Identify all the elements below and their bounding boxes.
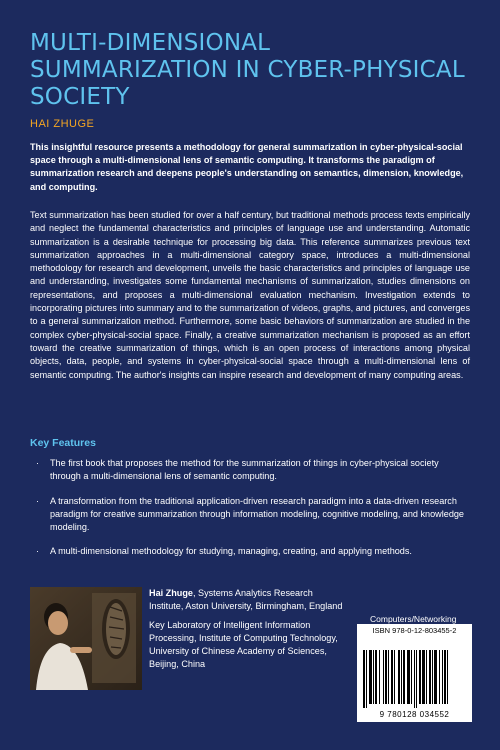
barcode-bar (414, 650, 415, 708)
bio-name: Hai Zhuge (149, 588, 193, 598)
key-features-list (30, 457, 470, 570)
barcode-bar (407, 650, 410, 704)
key-features-heading: Key Features (30, 437, 96, 449)
barcode-bar (422, 650, 425, 704)
barcode-bar (416, 650, 417, 708)
barcode-bar (447, 650, 448, 704)
barcode-panel (357, 624, 472, 722)
barcode-bar (366, 650, 367, 708)
barcode-number: 9 780128 034552 (379, 710, 450, 719)
book-title: MULTI-DIMENSIONAL SUMMARIZATION IN CYBER-PHYSICAL SOCIETY (30, 30, 465, 110)
bio-affiliation-2: Key Laboratory of Intelligent Information Processing, Institute of Computing Technology, University of Chinese Academy of Sciences, Beijing, China (149, 620, 338, 670)
key-feature-item (30, 545, 470, 558)
barcode-bar (444, 650, 446, 704)
key-feature-text: A transformation from the traditional application-driven research paradigm into a data-driven research paradigm for creative summarization through information modeling, cognitive modeling, and knowledge modeling. (50, 495, 464, 533)
barcode-bar (363, 650, 365, 708)
barcode-bar (383, 650, 384, 704)
key-feature-text: The first book that proposes the method for the summarization of things in cyber-physical society through a multi-dimensional lens of semantic computing. (50, 458, 439, 482)
author-bio (149, 587, 344, 678)
isbn-label: ISBN 978-0-12-803455-2 (372, 626, 457, 635)
barcode-bar (426, 650, 427, 704)
barcode-bar (419, 650, 421, 704)
barcode-bar (373, 650, 374, 704)
barcode-icon (363, 650, 466, 708)
author-name: HAI ZHUGE (30, 118, 95, 130)
bio-affiliation-1 (149, 587, 344, 613)
bullet-icon: · (36, 495, 40, 506)
lead-paragraph: This insightful resource presents a methodology for general summarization in cyber-physical-social space through a multi-dimensional lens of semantic computing. It transforms the paradigm of summarization research and deepens people's understanding on semantics, dimension, knowledge, and computing. (30, 142, 464, 192)
description-paragraph: Text summarization has been studied for over a half century, but traditional methods process texts empirically and neglect the fundamental characteristics and principles of language use and understanding. Automatic summarization is a desirable technique for processing big data. This reference summarizes previous text summarization approaches in a multi-dimensional category space, introduces a multi-dimensional methodology for research and development, unveils the basic characteristics and principles of language use and understanding, investigates some fundamental mechanisms of summarization, studies dimensions on representations, and proposes a multi-dimensional evaluation mechanism. Investigation extends to incorporating pictures into summary and to the summarization of videos, graphs, and pictures, and converges to a general summarization method. Furthermore, some basic behaviors of summarization are studied in the complex cyber-physical-social space. Finally, a creative summarization mechanism is proposed as an effort toward the creative summarization of things, which is an open process of interactions among physical objects, data, people, and systems in cyber-physical-social space through a multi-dimensional lens of semantic computing. The author's insights can inspire research and development of many computing areas. (30, 210, 470, 380)
barcode-bar (388, 650, 389, 704)
barcode-bar (411, 650, 412, 704)
bullet-icon: · (36, 546, 40, 557)
barcode-bar (385, 650, 387, 704)
barcode-bar (394, 650, 395, 704)
barcode-bar (442, 650, 443, 704)
barcode-bar (429, 650, 431, 704)
key-feature-item (30, 457, 470, 484)
barcode-bar (369, 650, 372, 704)
bullet-icon: · (36, 458, 40, 468)
barcode-bar (375, 650, 377, 704)
key-feature-text: A multi-dimensional methodology for studying, managing, creating, and applying methods. (50, 546, 412, 557)
barcode-bar (379, 650, 380, 704)
key-feature-item (30, 495, 470, 535)
barcode-bar (439, 650, 440, 704)
book-category: Computers/Networking (370, 614, 457, 624)
author-photo (30, 587, 142, 690)
bio-affiliation-1-text: , Systems Analytics Research Institute, Aston University, Birmingham, England (149, 588, 343, 612)
barcode-bar (432, 650, 433, 704)
barcode-bar (398, 650, 400, 704)
barcode-bar (434, 650, 437, 704)
barcode-bar (391, 650, 393, 704)
barcode-bar (403, 650, 405, 704)
barcode-bar (401, 650, 402, 704)
